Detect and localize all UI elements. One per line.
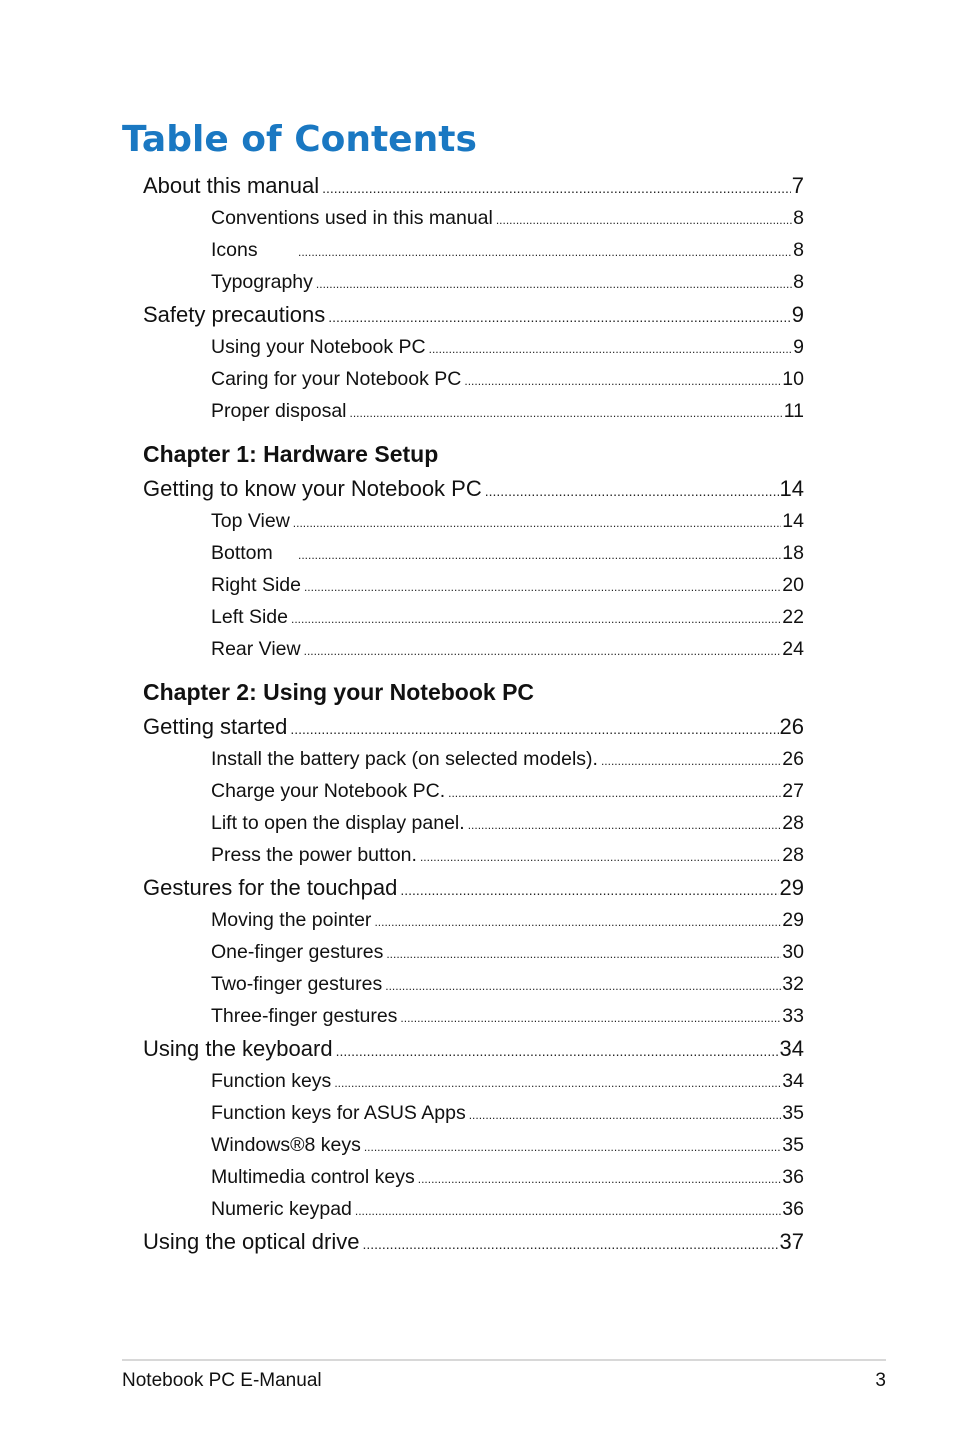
toc-entry-page: 32 [782,973,804,995]
dot-leader [350,397,783,429]
toc-entry-page: 36 [782,1166,804,1188]
toc-entry-label: Right Side [211,574,301,596]
toc-entry-safety-precautions[interactable] [143,298,804,331]
toc-entry-page: 27 [782,780,804,802]
toc-entry-about-this-manual[interactable] [143,169,804,202]
footer-page-number: 3 [875,1370,886,1391]
toc-entry-windows-keys[interactable] [143,1129,804,1161]
toc-entry-label: Two-finger gestures [211,973,383,995]
toc-entry-caring[interactable] [143,363,804,395]
footer-manual-title: Notebook PC E-Manual [122,1370,322,1391]
dot-leader [464,365,781,397]
toc-entry-function-keys-asus[interactable] [143,1097,804,1129]
toc-entry-page: 29 [779,875,804,900]
toc-entry-page: 20 [782,574,804,596]
dot-leader [322,172,791,205]
toc-entry-page: 8 [793,239,804,261]
dot-leader [418,1163,782,1195]
toc-entry-lift-display[interactable] [143,807,804,839]
toc-entry-rear-view[interactable] [143,633,804,665]
toc-entry-page: 29 [782,909,804,931]
toc-entry-using-keyboard[interactable] [143,1032,804,1065]
dot-leader [364,1131,781,1163]
toc-entry-power-button[interactable] [143,839,804,871]
toc-entry-label: Top View [211,510,290,532]
toc-entry-page: 35 [782,1134,804,1156]
toc-entry-bottom[interactable] [143,537,804,569]
dot-leader [400,1002,781,1034]
page-title: Table of Contents [122,119,477,160]
toc-entry-label: Using your Notebook PC [211,336,426,358]
toc-entry-page: 37 [779,1229,804,1254]
dot-leader [374,906,781,938]
dot-leader [385,970,781,1002]
toc-entry-multimedia-keys[interactable] [143,1161,804,1193]
toc-entry-right-side[interactable] [143,569,804,601]
toc-entry-page: 18 [782,542,804,564]
toc-entry-page: 28 [782,812,804,834]
toc-entry-install-battery[interactable] [143,743,804,775]
toc-entry-one-finger[interactable] [143,936,804,968]
dot-leader [304,571,781,603]
toc-entry-three-finger[interactable] [143,1000,804,1032]
toc-entry-page: 14 [782,510,804,532]
toc-entry-using-notebook[interactable] [143,331,804,363]
toc-entry-label: Conventions used in this manual [211,207,493,229]
toc-entry-page: 34 [782,1070,804,1092]
toc-entry-label: Getting to know your Notebook PC [143,476,482,501]
toc-entry-typography[interactable] [143,266,804,298]
toc-entry-page: 35 [782,1102,804,1124]
footer-divider [122,1359,886,1361]
dot-leader [355,1195,781,1227]
toc-entry-page: 33 [782,1005,804,1027]
toc-entry-label: Function keys for ASUS Apps [211,1102,466,1124]
toc-entry-label: Lift to open the display panel. [211,812,465,834]
toc-entry-page: 10 [782,368,804,390]
dot-leader [448,777,781,809]
toc-entry-label: One-finger gestures [211,941,384,963]
toc-entry-getting-to-know[interactable] [143,472,804,505]
toc-entry-label: Charge your Notebook PC. [211,780,446,802]
toc-entry-page: 7 [791,173,804,198]
toc-entry-label: Proper disposal [211,400,347,422]
toc-entry-label: Left Side [211,606,288,628]
toc-entry-label: Typography [211,271,313,293]
toc-entry-page: 26 [782,748,804,770]
toc-entry-label: Press the power button. [211,844,417,866]
toc-entry-proper-disposal[interactable] [143,395,804,427]
toc-entry-label: Windows®8 keys [211,1134,361,1156]
toc-entry-label: Getting started [143,714,288,739]
toc-entry-page: 30 [782,941,804,963]
toc-entry-label: Function keys [211,1070,332,1092]
toc-entry-page: 9 [791,302,804,327]
toc-entry-page: 8 [793,207,804,229]
toc-entry-icons[interactable] [143,234,804,266]
dot-leader [469,1099,782,1131]
dot-leader [290,713,778,746]
toc-entry-page: 28 [782,844,804,866]
dot-leader [293,507,782,539]
toc-entry-conventions[interactable] [143,202,804,234]
toc-entry-label: Rear View [211,638,301,660]
toc-entry-label: Three-finger gestures [211,1005,398,1027]
dot-leader [291,603,781,635]
dot-leader [328,301,791,334]
dot-leader [316,268,792,300]
toc-entry-touchpad-gestures[interactable] [143,871,804,904]
toc-entry-page: 26 [779,714,804,739]
toc-entry-label: Safety precautions [143,302,326,327]
toc-entry-page: 11 [783,400,804,422]
chapter-heading: Chapter 1: Hardware Setup [143,441,439,467]
toc-entry-numeric-keypad[interactable] [143,1193,804,1225]
toc-entry-moving-pointer[interactable] [143,904,804,936]
toc-entry-page: 24 [782,638,804,660]
toc-entry-page: 34 [779,1036,804,1061]
toc-entry-page: 36 [782,1198,804,1220]
dot-leader [298,236,792,268]
dot-leader [420,841,781,873]
dot-leader [601,745,781,777]
toc-entry-label: Moving the pointer [211,909,372,931]
toc-entry-page: 14 [779,476,804,501]
toc-entry-label: Multimedia control keys [211,1166,415,1188]
toc-entry-getting-started[interactable] [143,710,804,743]
dot-leader [336,1035,779,1068]
dot-leader [400,874,778,907]
toc-entry-label: Install the battery pack (on selected models). [211,748,598,770]
toc-entry-two-finger[interactable] [143,968,804,1000]
toc-entry-label: Using the optical drive [143,1229,360,1254]
toc-entry-page: 8 [793,271,804,293]
toc-entry-label: Numeric keypad [211,1198,352,1220]
dot-leader [485,475,779,508]
toc-entry-charge[interactable] [143,775,804,807]
toc-entry-label: Using the keyboard [143,1036,333,1061]
toc-entry-top-view[interactable] [143,505,804,537]
toc-entry-label: About this manual [143,173,320,198]
dot-leader [468,809,782,841]
dot-leader [362,1228,778,1261]
toc-entry-page: 22 [782,606,804,628]
toc-entry-label: Gestures for the touchpad [143,875,398,900]
toc-entry-optical-drive[interactable] [143,1225,804,1258]
toc-entry-function-keys[interactable] [143,1065,804,1097]
dot-leader [386,938,781,970]
dot-leader [429,333,793,365]
toc-entry-left-side[interactable] [143,601,804,633]
dot-leader [334,1067,781,1099]
table-of-contents [143,169,804,1258]
chapter-heading: Chapter 2: Using your Notebook PC [143,679,535,705]
toc-entry-label: Bottom [211,542,273,564]
toc-entry-label: Caring for your Notebook PC [211,368,462,390]
dot-leader [304,635,782,667]
dot-leader [496,204,792,236]
dot-leader [298,539,781,571]
toc-entry-page: 9 [793,336,804,358]
toc-entry-label: Icons [211,239,258,261]
